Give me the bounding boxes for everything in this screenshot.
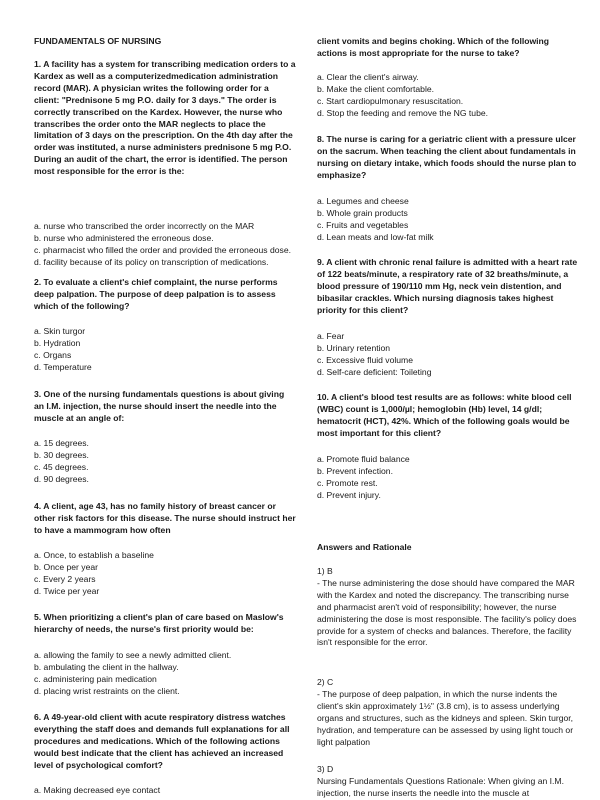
question-text: 9. A client with chronic renal failure is admitted with a heart rate of 122 beats/minute, a respiratory rate of 32 breaths/minute, a blood pressure of 190/110 mm Hg, neck vein distention, and bibasilar crackles. Which nursing diagnosis takes highest priority for this client? [317, 257, 578, 315]
question-7-options [317, 72, 581, 120]
option: c. Organs [34, 349, 72, 360]
option: a. Once, to establish a baseline [34, 550, 154, 560]
answer-rationale: - The purpose of deep palpation, in which the nurse indents the client's skin approximately 1½" (3.8 cm), is to assess underlying organs and structures, such as the kidneys and spleen. Skin turgor, hydration, and temperature can be assessed by using light touch or light palpation [317, 688, 574, 747]
question-3-options [34, 438, 296, 486]
question-4 [34, 501, 296, 537]
answer-label: 3) D [317, 764, 334, 774]
question-text: 2. To evaluate a client's chief complaint, the nurse performs deep palpation. The purpose of deep palpation is to assess which of the following? [34, 277, 278, 311]
question-text: 8. The nurse is caring for a geriatric client with a pressure ulcer on the sacrum. When teaching the client about fundamentals in nursing on dietary intake, which foods should the nurse plan to emphasize? [317, 134, 577, 180]
question-6-options [34, 785, 296, 797]
option: d. Temperature [34, 361, 92, 372]
option: c. Every 2 years [34, 573, 96, 584]
option: a. nurse who transcribed the order incorrectly on the MAR [34, 221, 255, 231]
question-2-options [34, 326, 296, 374]
question-10-options [317, 454, 581, 502]
option: c. Start cardiopulmonary resuscitation. [317, 95, 464, 106]
question-1-options [34, 221, 296, 269]
option: b. 30 degrees. [34, 449, 89, 460]
option: d. facility because of its policy on transcription of medications. [34, 256, 269, 267]
option: a. 15 degrees. [34, 438, 89, 448]
option: a. Promote fluid balance [317, 454, 410, 464]
question-text: 4. A client, age 43, has no family history of breast cancer or other risk factors for this disease. The nurse should instruct her to have a mammogram how often [34, 501, 296, 535]
answer-rationale: - The nurse administering the dose should have compared the MAR with the Kardex and noted the discrepancy. The transcribing nurse and pharmacist aren't void of responsibility; however, the nurse administering the dose is most responsible. The facility's policy does provide for a system of checks and balances. Therefore, the facility isn't responsible for the error. [317, 577, 577, 648]
option: b. Hydration [34, 337, 81, 348]
document-title: FUNDAMENTALS OF NURSING [34, 36, 162, 46]
question-7-continued [317, 36, 581, 60]
question-text: client vomits and begins choking. Which of the following actions is most appropriate for the nurse to take? [317, 36, 550, 58]
question-text: 5. When prioritizing a client's plan of care based on Maslow's hierarchy of needs, the nurse's first priority would be: [34, 612, 284, 634]
option: a. Making decreased eye contact [34, 785, 161, 795]
option: c. pharmacist who filled the order and provided the erroneous dose. [34, 244, 292, 255]
option: b. Make the client comfortable. [317, 83, 435, 94]
option: b. Whole grain products [317, 207, 408, 218]
answer-rationale: Nursing Fundamentals Questions Rationale: When giving an I.M. injection, the nurse inserts the needle into the muscle at [317, 775, 564, 798]
question-9-options [317, 331, 581, 379]
question-text: 1. A facility has a system for transcribing medication orders to a Kardex as well as a computerizedmedication administration record (MAR). A physician writes the following order for a client: "Prednisone 5 mg P.O. daily for 3 days." The order is correctly transcribed on the Kardex. However, the nurse who transcribes the order onto the MAR neglects to place the limitation of 3 days on the prescription. On the 4th day after the order was instituted, a nurse administers prednisone 5 mg P.O. During an audit of the chart, the error is identified. The person most responsible for the error is the: [34, 59, 296, 177]
option: b. Prevent infection. [317, 465, 393, 476]
answer-3 [317, 764, 581, 800]
option: a. Clear the client's airway. [317, 72, 419, 82]
option: d. Stop the feeding and remove the NG tube. [317, 107, 489, 118]
option: a. Fear [317, 331, 345, 341]
question-10 [317, 392, 581, 440]
option: c. 45 degrees. [34, 461, 89, 472]
answer-2 [317, 677, 581, 748]
question-8-options [317, 196, 581, 244]
option: d. placing wrist restraints on the client. [34, 685, 180, 696]
option: c. Promote rest. [317, 477, 378, 488]
answer-label: 2) C [317, 677, 334, 687]
answer-label: 1) B [317, 566, 333, 576]
question-5-options [34, 650, 296, 698]
option: d. Prevent injury. [317, 489, 381, 500]
option: b. Once per year [34, 561, 99, 572]
option: d. Self-care deficient: Toileting [317, 366, 432, 377]
option: d. 90 degrees. [34, 473, 89, 484]
question-2 [34, 277, 296, 313]
option: d. Twice per year [34, 585, 100, 596]
question-9 [317, 257, 581, 317]
option: a. allowing the family to see a newly admitted client. [34, 650, 232, 660]
answer-1 [317, 566, 581, 649]
option: a. Skin turgor [34, 326, 86, 336]
option: b. Urinary retention [317, 342, 391, 353]
option: a. Legumes and cheese [317, 196, 409, 206]
option: d. Lean meats and low-fat milk [317, 231, 434, 242]
question-4-options [34, 550, 296, 598]
question-6 [34, 712, 296, 772]
option: b. ambulating the client in the hallway. [34, 661, 179, 672]
question-1 [34, 59, 296, 178]
answers-heading: Answers and Rationale [317, 542, 412, 552]
question-5 [34, 612, 296, 636]
question-8 [317, 134, 581, 182]
option: c. Excessive fluid volume [317, 354, 413, 365]
option: b. nurse who administered the erroneous dose. [34, 232, 214, 243]
question-text: 3. One of the nursing fundamentals questions is about giving an I.M. injection, the nurse should insert the needle into the muscle at an angle of: [34, 389, 285, 423]
question-text: 6. A 49-year-old client with acute respiratory distress watches everything the staff does and demands full explanations for all procedures and medications. Which of the following actions would best indicate that the client has achieved an increased level of psychological comfort? [34, 712, 290, 770]
option: c. administering pain medication [34, 673, 157, 684]
question-text: 10. A client's blood test results are as follows: white blood cell (WBC) count is 1,000/µl; hemoglobin (Hb) level, 14 g/dl; hematocrit (HCT), 42%. Which of the following goals would be most important for this client? [317, 392, 572, 438]
question-3 [34, 389, 296, 425]
option: c. Fruits and vegetables [317, 219, 409, 230]
